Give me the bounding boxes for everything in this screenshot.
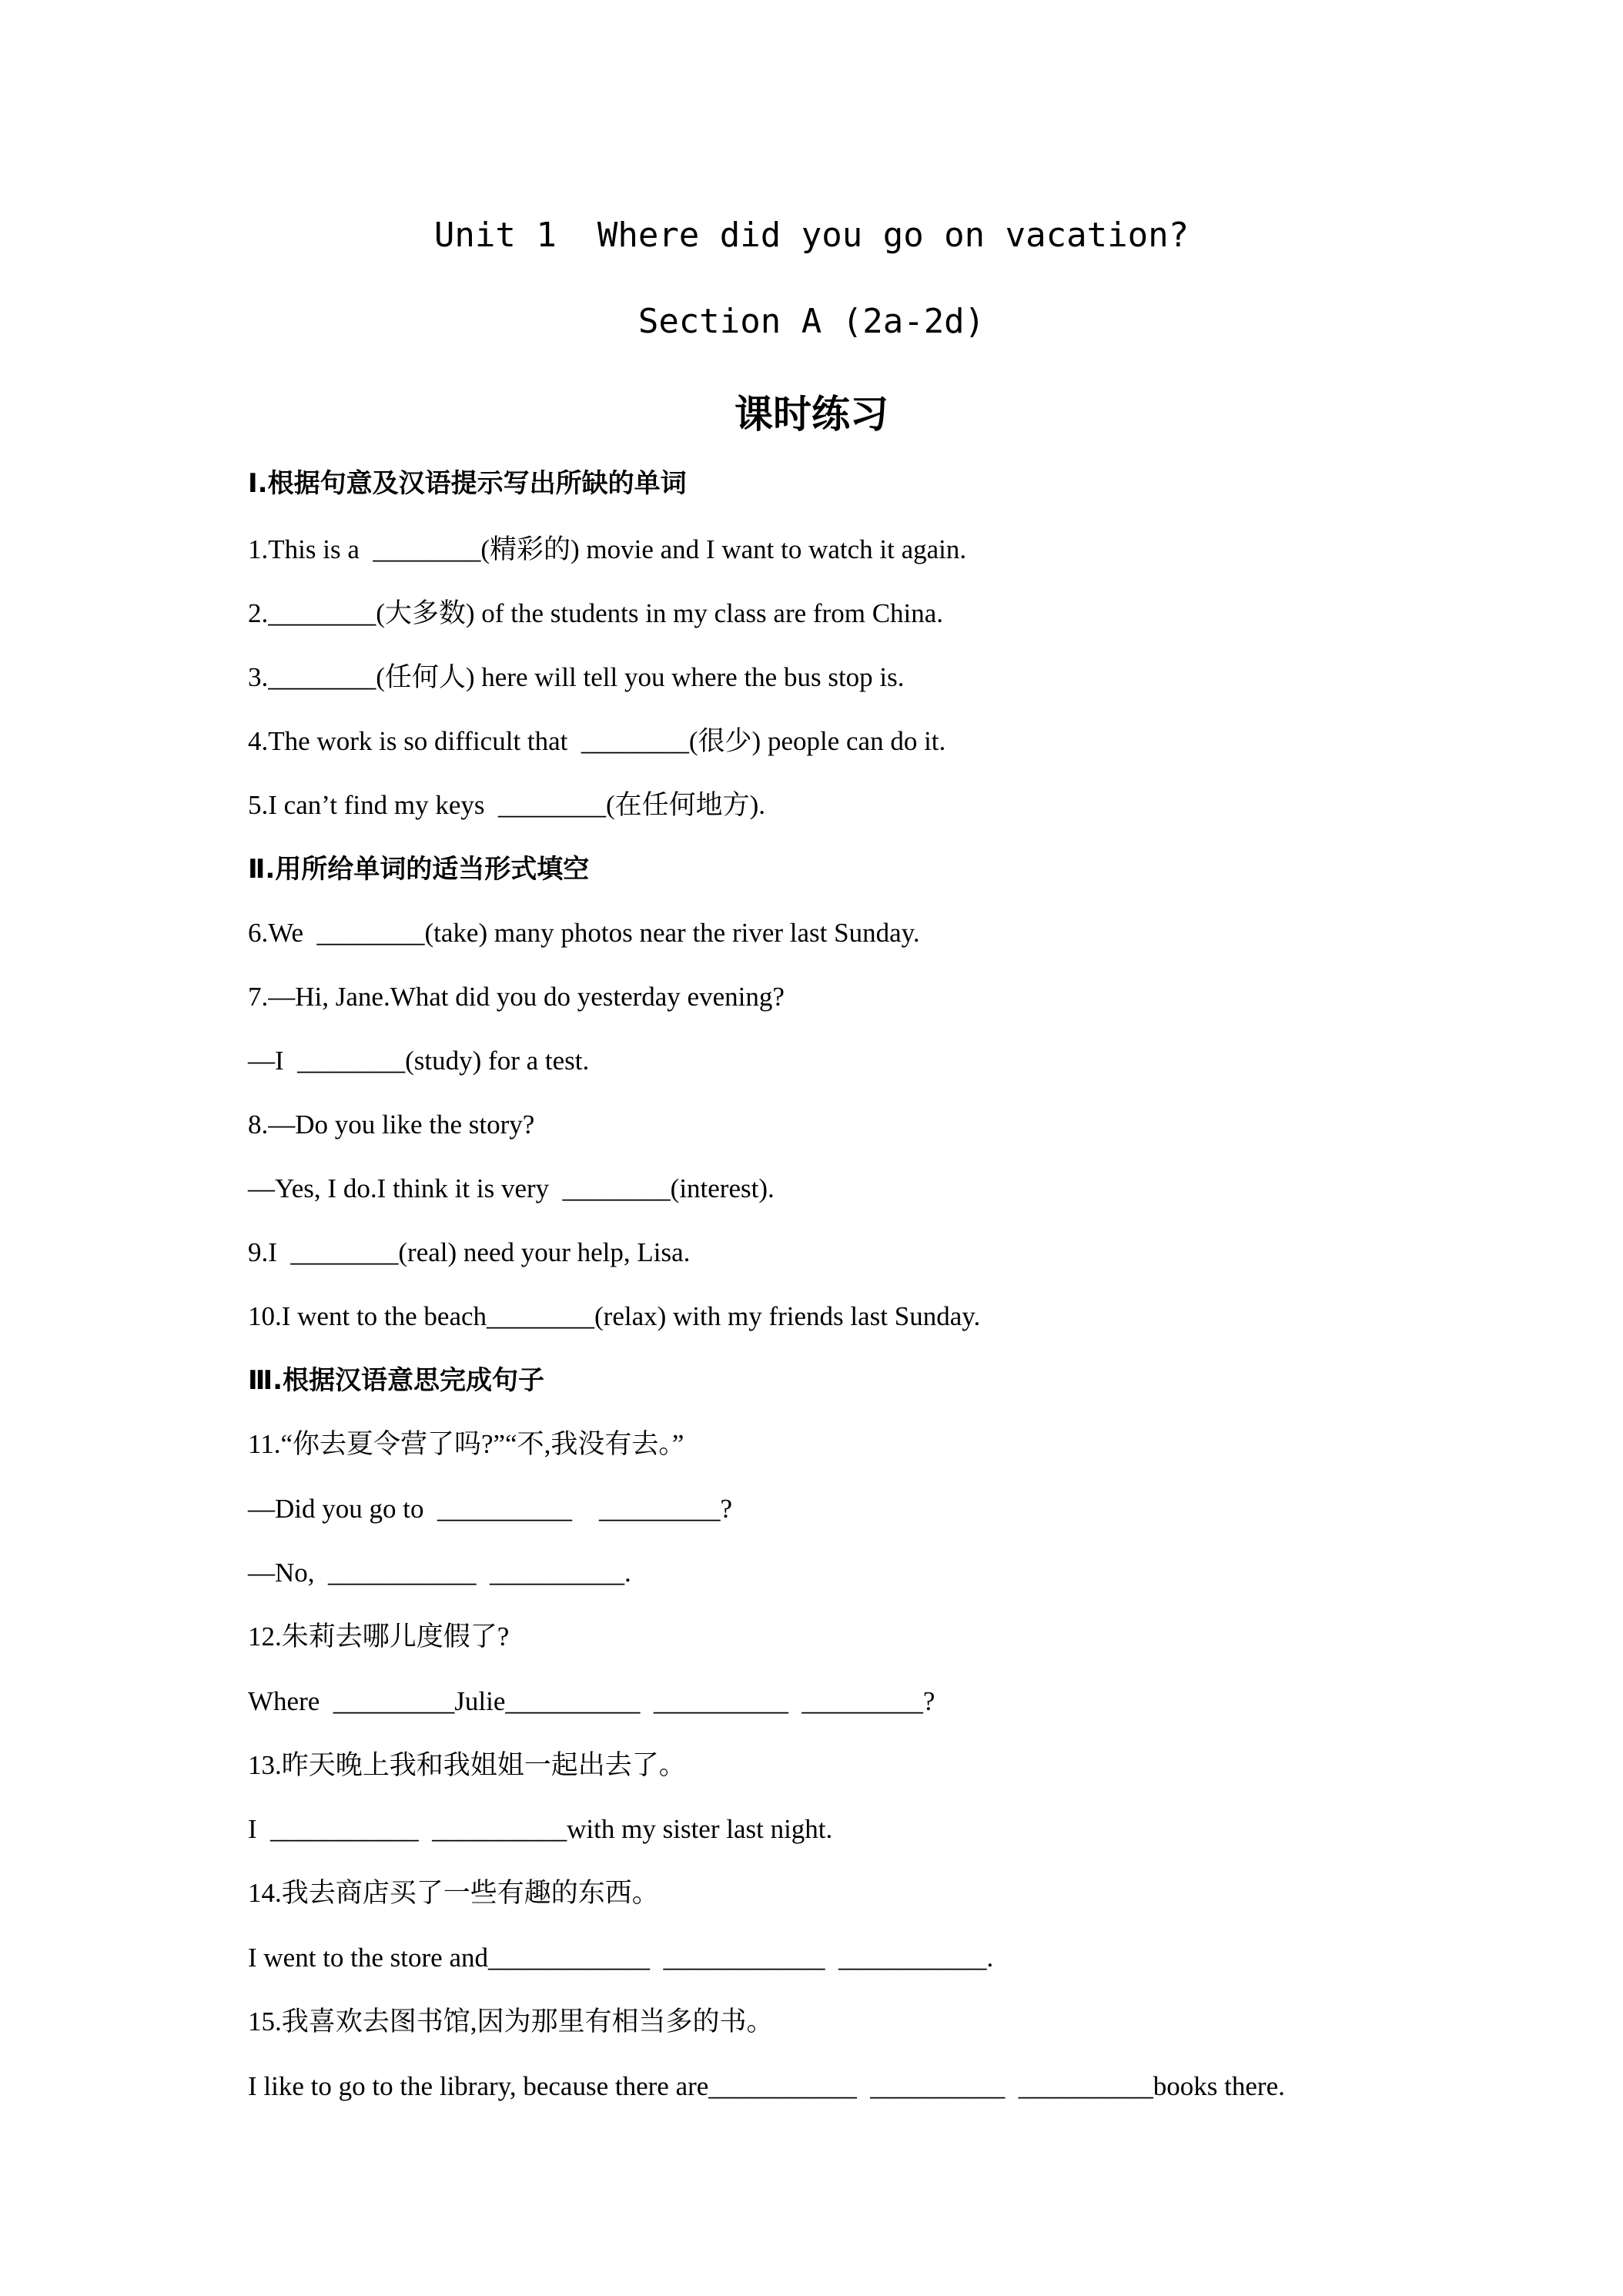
question-line: 14.我去商店买了一些有趣的东西。 xyxy=(248,1878,659,1908)
question-line: 15.我喜欢去图书馆,因为那里有相当多的书。 xyxy=(248,2006,774,2037)
question-line: 11.“你去夏令营了吗?”“不,我没有去。” xyxy=(248,1429,684,1459)
question-line: 12.朱莉去哪儿度假了? xyxy=(248,1622,510,1652)
question-line: 5.I can’t find my keys ________(在任何地方). xyxy=(248,790,766,820)
section-title: Section A (2a-2d) xyxy=(637,302,986,341)
answer-line: I ___________ __________with my sister last night. xyxy=(248,1814,833,1844)
part-1-heading: Ⅰ.根据句意及汉语提示写出所缺的单词 xyxy=(248,468,687,499)
practice-title: 课时练习 xyxy=(735,392,888,437)
question-line: 6.We ________(take) many photos near the river last Sunday. xyxy=(248,918,920,948)
question-line: 8.—Do you like the story? xyxy=(248,1110,535,1140)
question-line: 7.—Hi, Jane.What did you do yesterday evening? xyxy=(248,982,785,1012)
question-line: 9.I ________(real) need your help, Lisa. xyxy=(248,1237,691,1267)
answer-line: —Yes, I do.I think it is very ________(interest). xyxy=(248,1173,775,1203)
question-line: 2.________(大多数) of the students in my class are from China. xyxy=(248,598,944,628)
part-2-heading: Ⅱ.用所给单词的适当形式填空 xyxy=(248,854,590,885)
answer-line: —No, ___________ __________. xyxy=(248,1558,631,1588)
unit-title: Unit 1 Where did you go on vacation? xyxy=(433,216,1190,255)
question-line: 4.The work is so difficult that ________(很少) people can do it. xyxy=(248,726,946,756)
question-line: 13.昨天晚上我和我姐姐一起出去了。 xyxy=(248,1750,686,1780)
question-line: 3.________(任何人) here will tell you where the bus stop is. xyxy=(248,662,905,692)
answer-line: —Did you go to __________ _________? xyxy=(248,1494,733,1524)
question-line: 1.This is a ________(精彩的) movie and I want to watch it again. xyxy=(248,534,967,564)
part-3-heading: Ⅲ.根据汉语意思完成句子 xyxy=(248,1365,545,1396)
answer-line: Where _________Julie__________ __________ _________? xyxy=(248,1686,935,1716)
answer-line: I like to go to the library, because there are___________ __________ __________books there. xyxy=(248,2071,1285,2101)
answer-line: I went to the store and____________ ____________ ___________. xyxy=(248,1943,994,1973)
question-line: 10.I went to the beach________(relax) with my friends last Sunday. xyxy=(248,1301,981,1331)
answer-line: —I ________(study) for a test. xyxy=(248,1046,590,1076)
